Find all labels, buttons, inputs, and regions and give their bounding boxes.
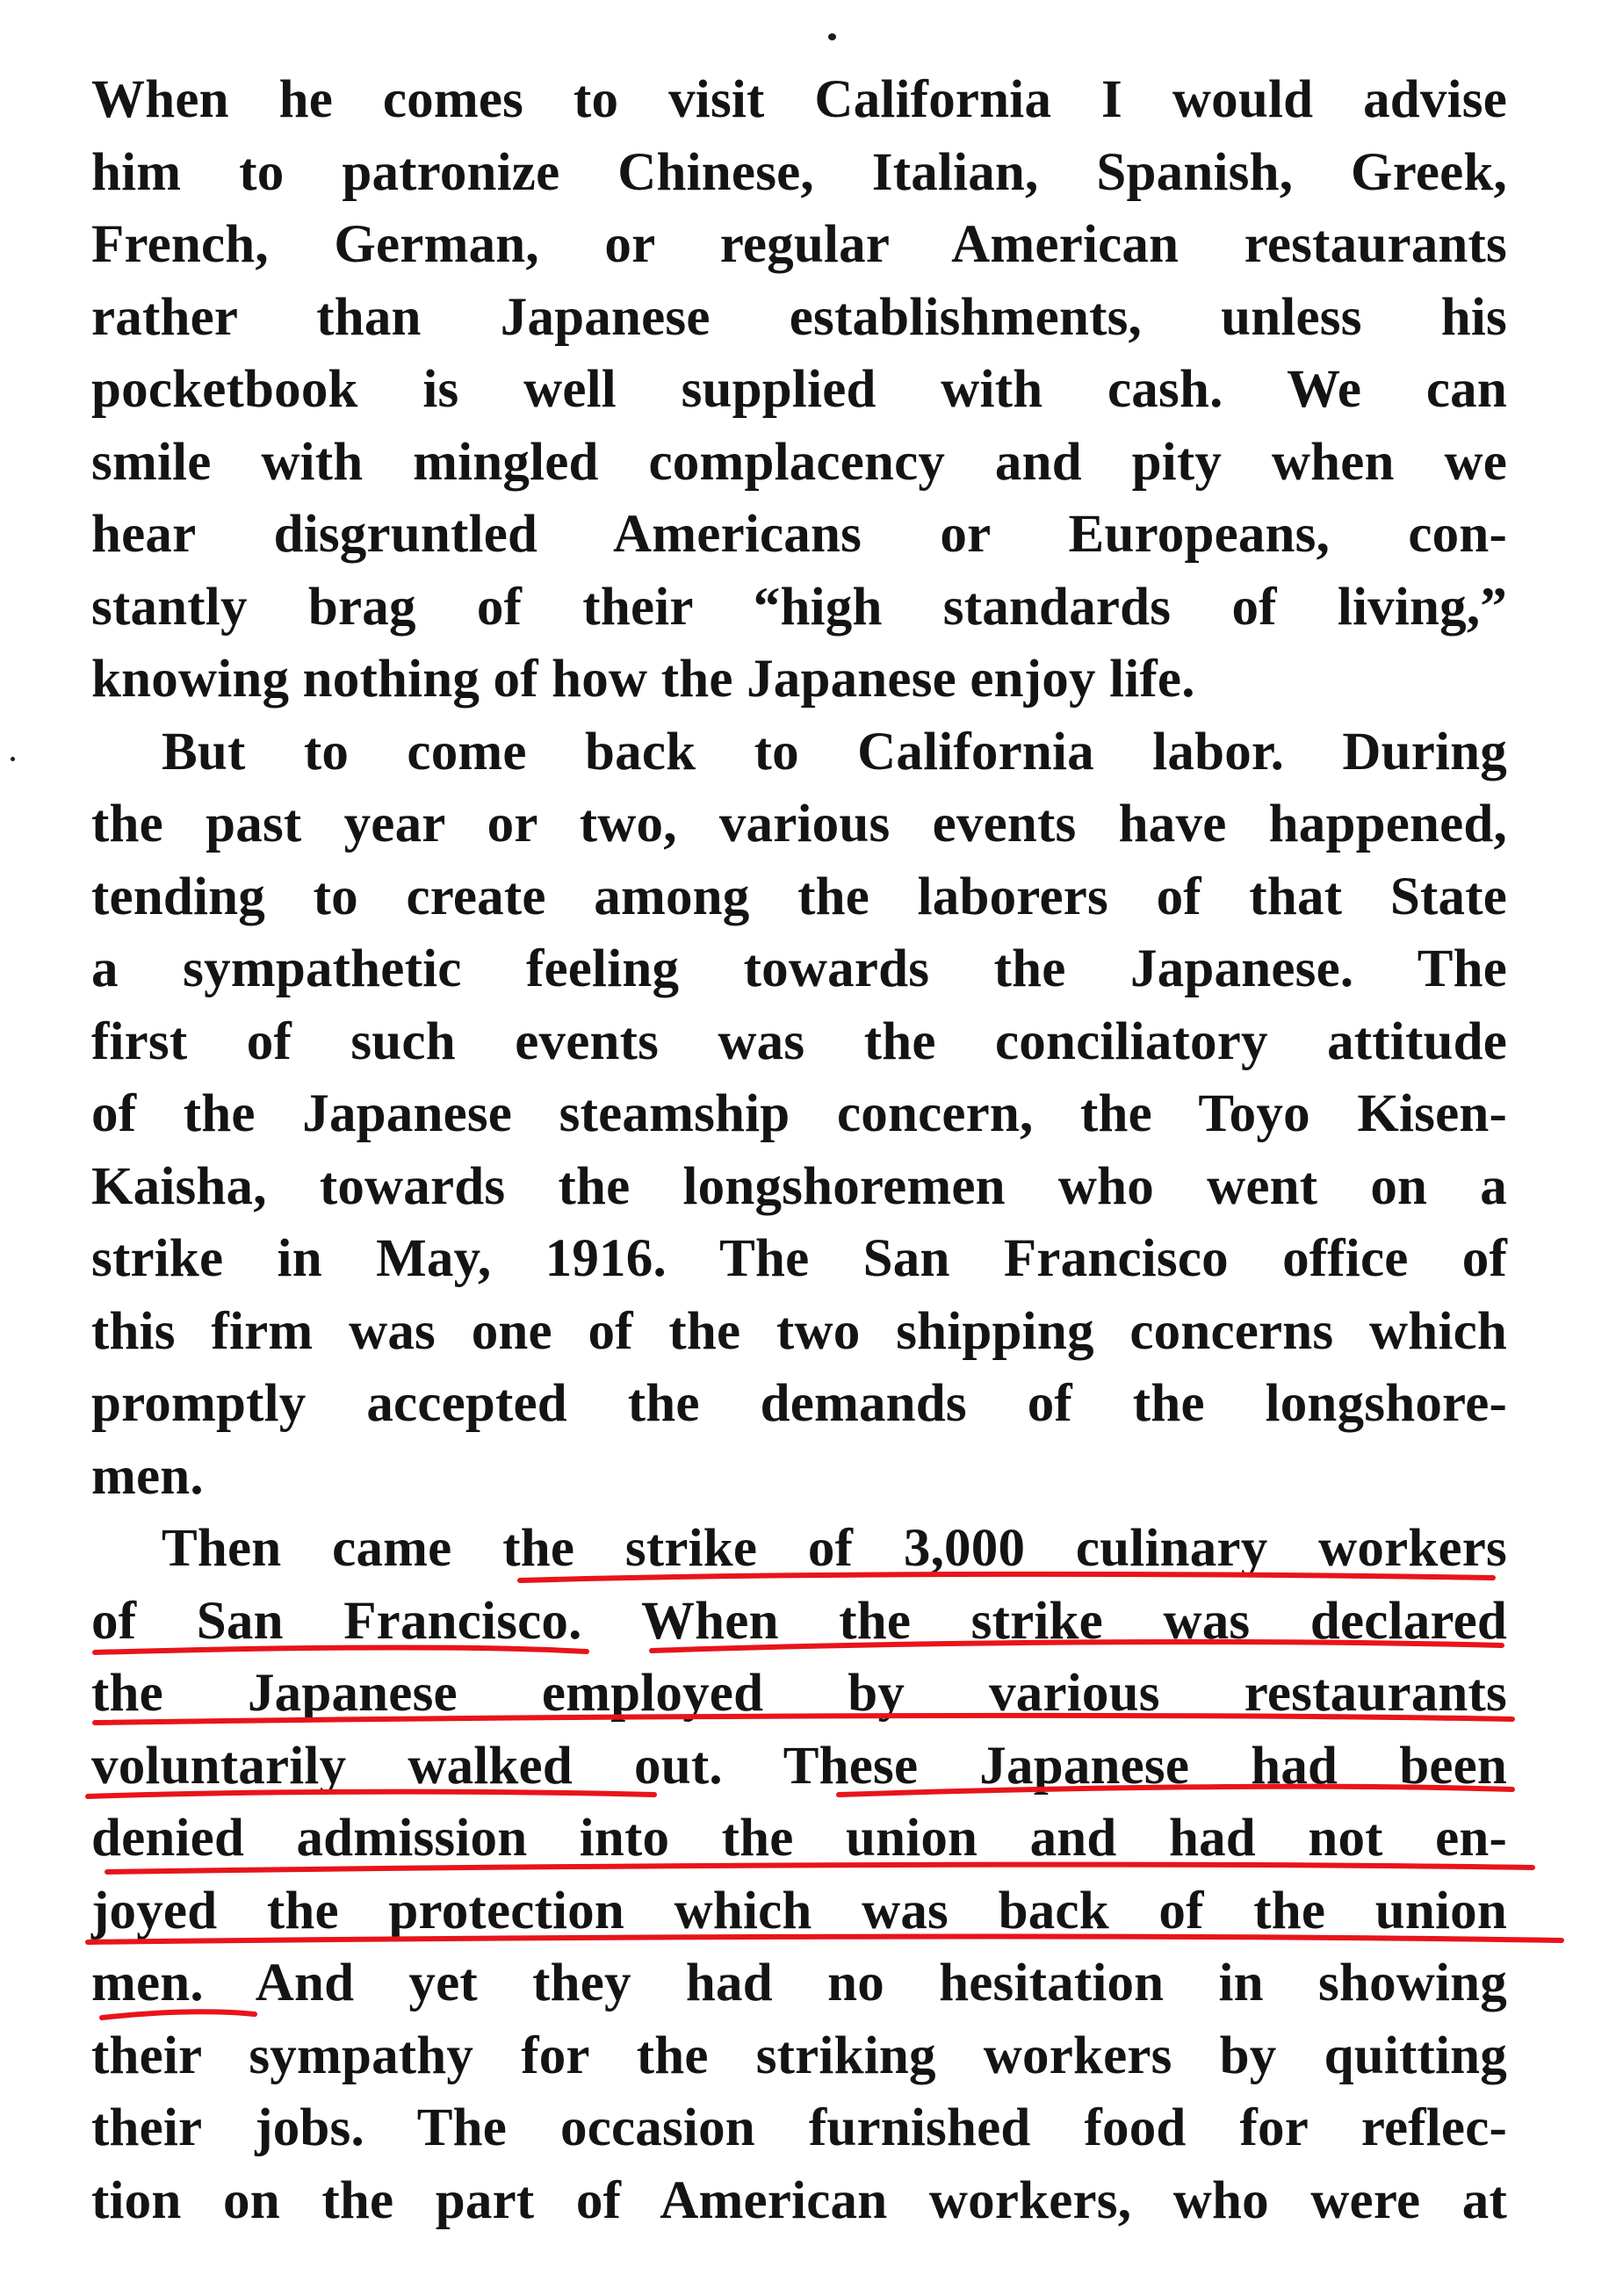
ink-speck-left <box>11 757 15 761</box>
text-line: smile with mingled complacency and pity when we <box>91 433 1507 492</box>
text-line: their sympathy for the striking workers by quitting <box>91 2026 1507 2085</box>
text-line: French, German, or regular American restaurants <box>91 215 1507 274</box>
text-line: tending to create among the laborers of that State <box>91 867 1507 926</box>
ink-speck-top <box>828 33 836 40</box>
text-line: promptly accepted the demands of the longshore- <box>91 1374 1507 1433</box>
text-line: the Japanese employed by various restaurants <box>91 1664 1507 1723</box>
text-line: tion on the part of American workers, who were at <box>91 2171 1507 2230</box>
text-line: joyed the protection which was back of the union <box>91 1882 1507 1940</box>
text-line: voluntarily walked out. These Japanese had been <box>91 1737 1507 1796</box>
text-line: But to come back to California labor. During <box>162 723 1507 781</box>
text-line: men. And yet they had no hesitation in showing <box>91 1954 1507 2012</box>
text-line: of San Francisco. When the strike was declared <box>91 1592 1507 1651</box>
text-line: denied admission into the union and had not en- <box>91 1809 1507 1868</box>
text-line: a sympathetic feeling towards the Japanese. The <box>91 939 1507 998</box>
text-line: hear disgruntled Americans or Europeans, con- <box>91 505 1507 564</box>
text-line: him to patronize Chinese, Italian, Spanish, Greek, <box>91 143 1507 202</box>
text-line: of the Japanese steamship concern, the Toyo Kisen- <box>91 1084 1507 1143</box>
text-line: the past year or two, various events have happened, <box>91 795 1507 853</box>
text-line: knowing nothing of how the Japanese enjoy life. <box>91 650 1195 709</box>
text-line: Kaisha, towards the longshoremen who went on a <box>91 1157 1507 1216</box>
text-line: their jobs. The occasion furnished food for reflec- <box>91 2098 1507 2157</box>
text-line: Then came the strike of 3,000 culinary workers <box>162 1519 1507 1578</box>
text-line: this firm was one of the two shipping concerns which <box>91 1302 1507 1361</box>
text-line: strike in May, 1916. The San Francisco office of <box>91 1229 1507 1288</box>
text-line: men. <box>91 1447 204 1506</box>
text-line: first of such events was the conciliatory attitude <box>91 1012 1507 1071</box>
text-line: stantly brag of their “high standards of living,” <box>91 578 1507 637</box>
text-line: pocketbook is well supplied with cash. We can <box>91 360 1507 419</box>
text-line: When he comes to visit California I would advise <box>91 70 1507 129</box>
text-line: rather than Japanese establishments, unless his <box>91 288 1507 347</box>
